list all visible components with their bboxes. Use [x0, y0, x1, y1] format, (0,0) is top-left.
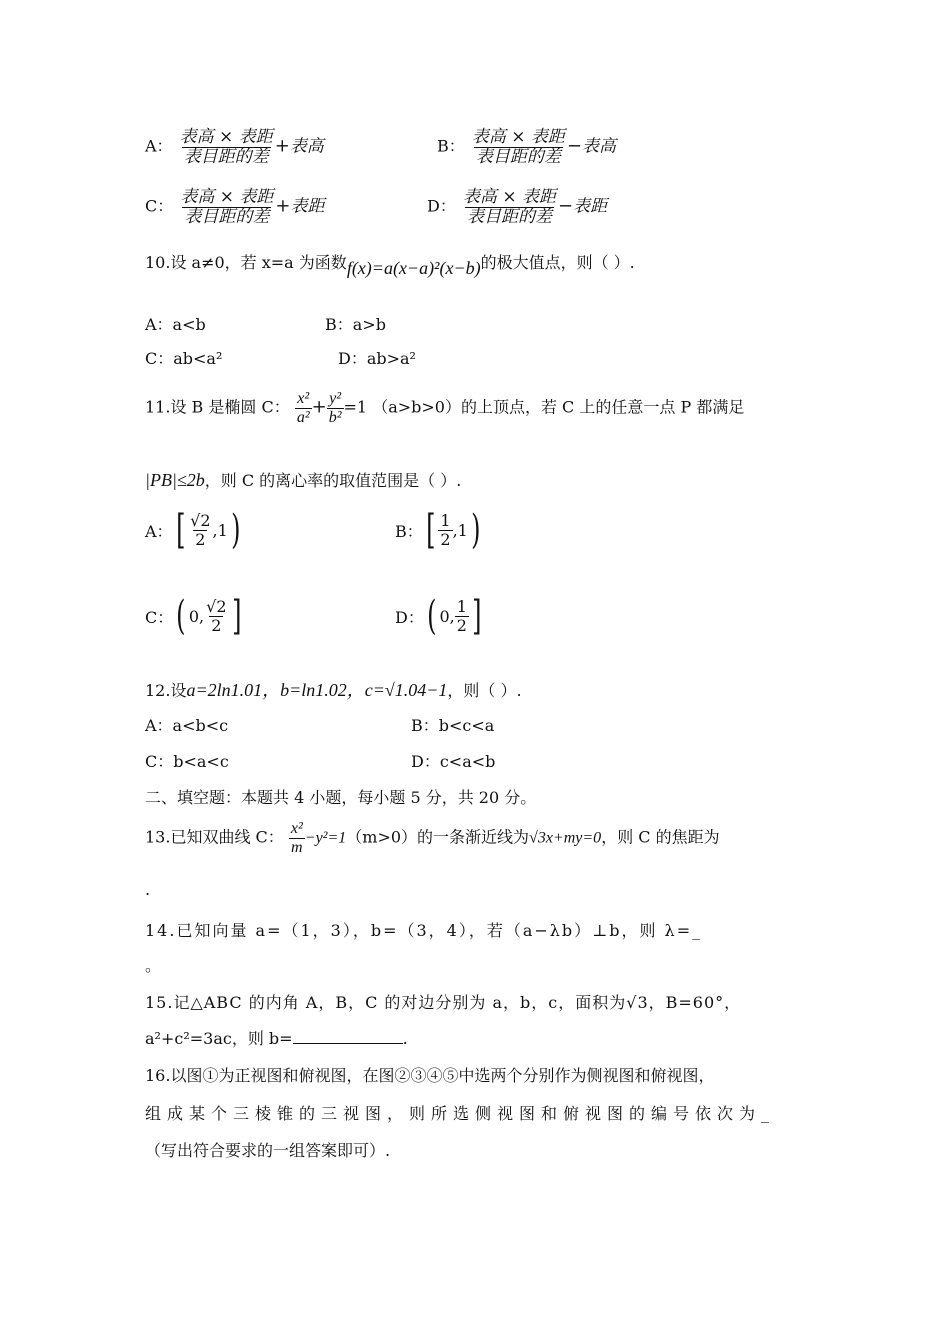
q12-option-c[interactable]: C：b<a<c: [145, 752, 229, 771]
q11-stem: 11.设 B 是椭圆 C： $\frac{\text{x²}}{\text{a²}}$ + $\frac{\text{y²}}{\text{b²}}$ =1 （a>b>0）的上顶点，若 C 上的任意一点 P 都满足: [145, 390, 745, 426]
q11-condition: |PB|≤2b，则 C 的离心率的取值范围是（ ）.: [145, 470, 462, 490]
q12-option-b[interactable]: B：b<c<a: [411, 716, 495, 735]
q15-line2: a²+c²=3ac，则 b= .: [145, 1029, 408, 1048]
q10-function: f(x)=a(x−a)²(x−b): [346, 258, 481, 278]
q14-tail: 。: [145, 956, 162, 975]
q14-stem: 14.已知向量 a=（1，3），b=（3，4），若（a−λb）⊥b，则 λ=_: [145, 921, 703, 940]
q13-stem: 13.已知双曲线 C： $\frac{\text{x²}}{m}$ −y²=1（m>0）的一条渐近线为√3x+my=0，则 C 的焦距为: [145, 820, 720, 856]
q16-line2: 组成某个三棱锥的三视图，则所选侧视图和俯视图的编号依次为_: [145, 1104, 776, 1123]
q9-option-b[interactable]: B： $\frac{\text{表高 × 表距}}{\text{表目距的差}}$ −表高: [437, 127, 617, 167]
q11-option-b[interactable]: B： [ $\frac{1}{2}$ ,1 ): [395, 507, 481, 553]
q11-option-d[interactable]: D： ( 0, $\frac{1}{2}$ ]: [395, 593, 482, 639]
q12-option-d[interactable]: D：c<a<b: [411, 752, 496, 771]
q11-fraction-y: $\frac{\text{y²}}{\text{b²}}$: [328, 390, 342, 426]
q9-option-d[interactable]: D： $\frac{\text{表高 × 表距}}{\text{表目距的差}}$ −表距: [427, 187, 608, 227]
q15-answer-blank[interactable]: [293, 1027, 403, 1044]
q16-line3: （写出符合要求的一组答案即可）.: [145, 1141, 391, 1160]
q10-option-a[interactable]: A：a<b: [145, 315, 206, 334]
q15-line1: 15.记△ABC 的内角 A，B，C 的对边分别为 a，b，c，面积为√3，B=60°，: [145, 993, 742, 1012]
q10-option-d[interactable]: D：ab>a²: [338, 349, 416, 368]
q10-stem: 10.设 a≠0，若 x=a 为函数f(x)=a(x−a)²(x−b)的极大值点，则（ ）.: [145, 253, 635, 278]
q9-option-a[interactable]: A： $\frac{\text{表高 × 表距}}{\text{表目距的差}}$ +表高: [145, 127, 324, 167]
q13-blank-end: .: [145, 880, 151, 899]
q13-fraction: $\frac{\text{x²}}{m}$: [290, 820, 303, 856]
q9-option-c[interactable]: C： $\frac{\text{表高 × 表距}}{\text{表目距的差}}$ +表距: [145, 187, 325, 227]
section-title: 二、填空题：本题共 4 小题，每小题 5 分，共 20 分。: [145, 788, 537, 807]
q9-fraction: $\frac{\text{表高 × 表距}}{\text{表目距的差}}$: [179, 127, 273, 167]
q11-fraction-x: $\frac{\text{x²}}{\text{a²}}$: [296, 390, 310, 426]
q10-option-c[interactable]: C：ab<a²: [145, 349, 223, 368]
q11-option-a[interactable]: A： [ $\frac{√2}{2}$ ,1 ): [145, 507, 241, 553]
q9-fraction: $\frac{\text{表高 × 表距}}{\text{表目距的差}}$: [471, 127, 565, 167]
q12-stem: 12.设a=2ln1.01，b=ln1.02，c=√1.04−1，则（ ）.: [145, 680, 522, 700]
q9-fraction: $\frac{\text{表高 × 表距}}{\text{表目距的差}}$: [462, 187, 556, 227]
q11-option-c[interactable]: C： ( 0, $\frac{√2}{2}$ ]: [145, 593, 241, 639]
q9-fraction: $\frac{\text{表高 × 表距}}{\text{表目距的差}}$: [180, 187, 274, 227]
q12-option-a[interactable]: A：a<b<c: [145, 716, 229, 735]
q16-line1: 16.以图①为正视图和俯视图，在图②③④⑤中选两个分别作为侧视图和俯视图，: [145, 1066, 715, 1085]
q10-option-b[interactable]: B：a>b: [325, 315, 386, 334]
